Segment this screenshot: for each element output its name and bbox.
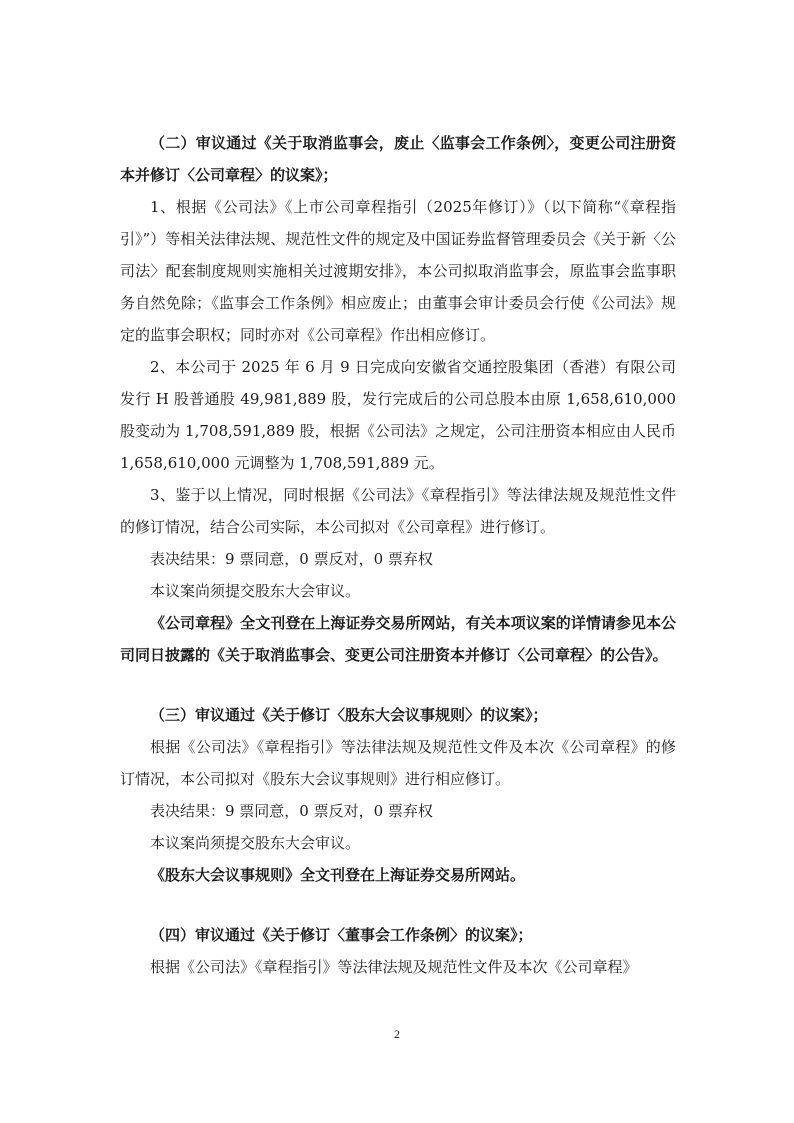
section-2-submit-note: 本议案尚须提交股东大会审议。 [150,582,361,600]
section-4-heading: （四）审议通过《关于修订〈董事会工作条例〉的议案》； [150,926,533,944]
section-spacer [120,891,676,919]
section-3-heading: （三）审议通过《关于修订〈股东大会议事规则〉的议案》； [150,706,548,724]
section-2-item-3: 3、鉴于以上情况，同时根据《公司法》《章程指引》等法律法规及规范性文件的修订情况，结合公司实际，本公司拟对《公司章程》进行修订。 [120,486,676,536]
section-3-disclosure-note: 《股东大会议事规则》全文刊登在上海证券交易所网站。 [150,866,526,884]
section-4-body: 根据《公司法》《章程指引》等法律法规及规范性文件及本次《公司章程》 [150,958,638,976]
section-3-body: 根据《公司法》《章程指引》等法律法规及规范性文件及本次《公司章程》的修订情况，本公司拟对《股东大会议事规则》进行相应修订。 [120,738,676,788]
section-2-item-2: 2、本公司于 2025 年 6 月 9 日完成向安徽省交通控股集团（香港）有限公司发行 H 股普通股 49,981,889 股，发行完成后的公司总股本由原 1,658,610,000 股变动为 1,708,591,889 股，根据《公司法》之规定，公司注册资本相应由人民币 1,658,610,000 元调整为 1,708,591,889 元。 [120,358,676,472]
section-2-disclosure-note: 《公司章程》全文刊登在上海证券交易所网站，有关本项议案的详情请参见本公司同日披露的《关于取消监事会、变更公司注册资本并修订〈公司章程〉的公告》。 [120,614,676,664]
section-3-submit-note: 本议案尚须提交股东大会审议。 [150,834,361,852]
section-2-item-1: 1、根据《公司法》《上市公司章程指引（2025年修订）》（以下简称“《章程指引》”）等相关法律法规、规范性文件的规定及中国证券监督管理委员会《关于新〈公司法〉配套制度规则实施相关过渡期安排》，本公司拟取消监事会，原监事会监事职务自然免除；《监事会工作条例》相应废止；由董事会审计委员会行使《公司法》规定的监事会职权；同时亦对《公司章程》作出相应修订。 [120,198,676,344]
page-number: 2 [394,1027,400,1041]
section-2-heading: （二）审议通过《关于取消监事会，废止〈监事会工作条例〉，变更公司注册资本并修订〈公司章程〉的议案》； [120,134,676,184]
section-3-vote-result: 表决结果：9 票同意，0 票反对，0 票弃权 [150,802,433,820]
document-body [120,127,676,983]
section-2-vote-result: 表决结果：9 票同意，0 票反对，0 票弃权 [150,550,433,568]
section-spacer [120,671,676,699]
